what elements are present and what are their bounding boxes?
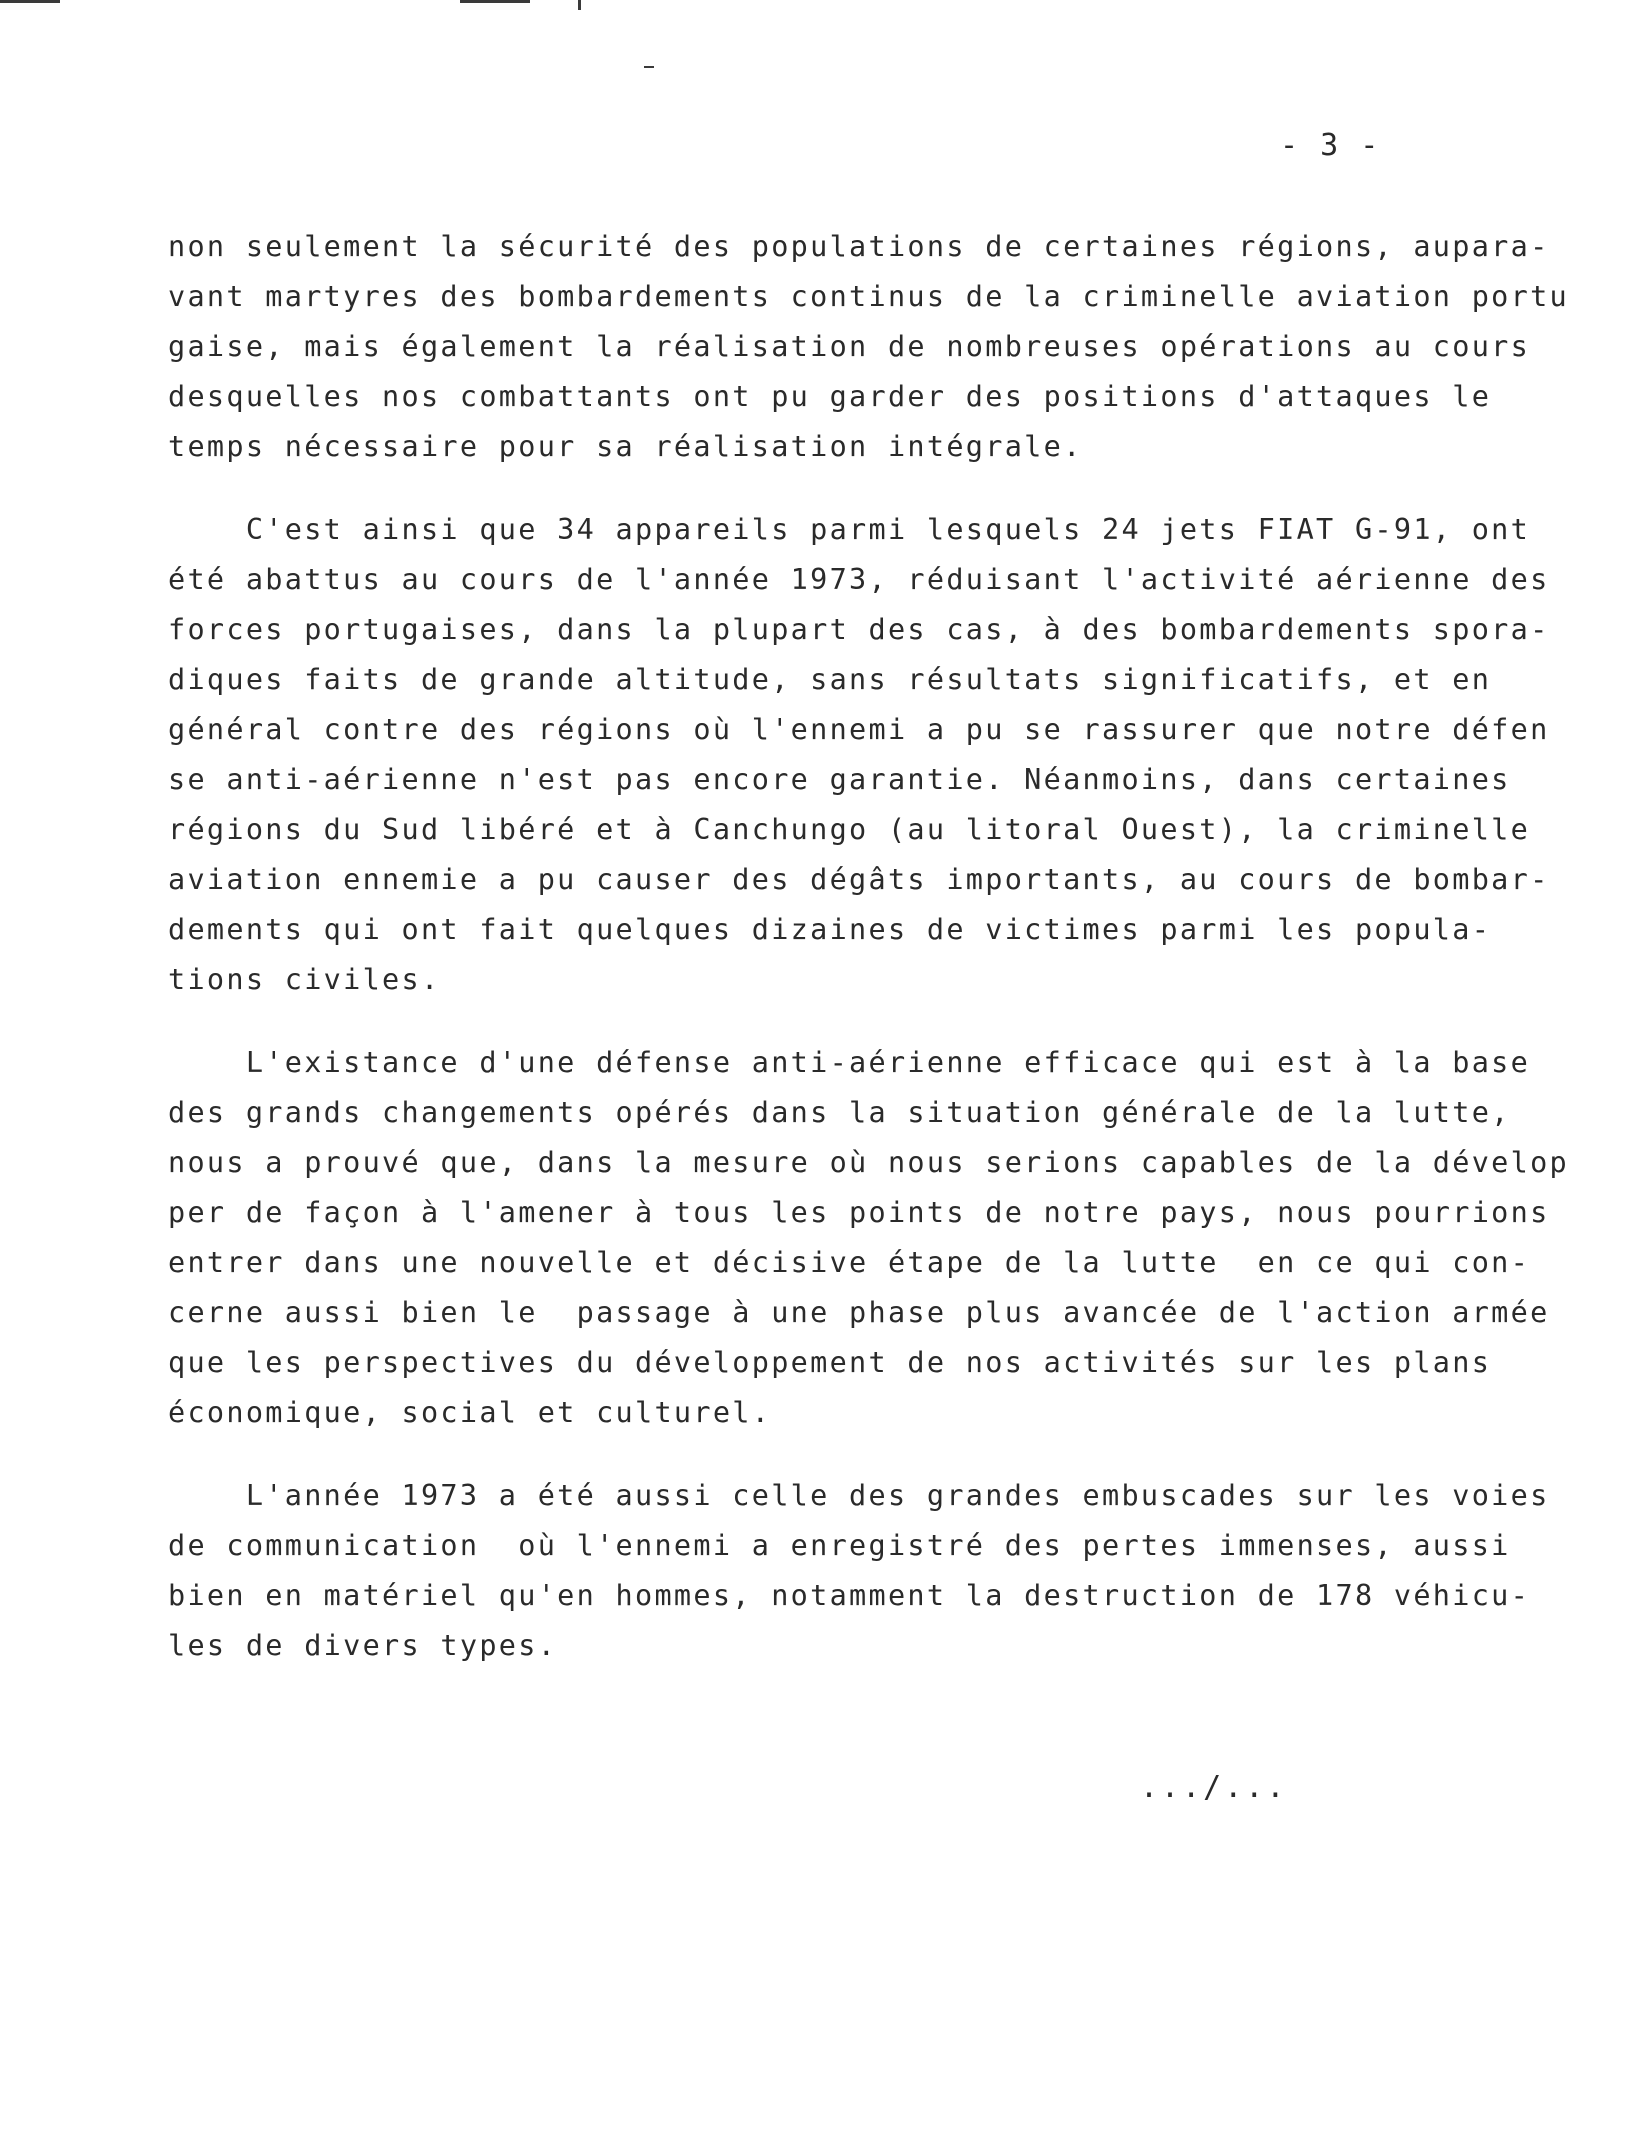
text-line: les de divers types. [168, 1629, 558, 1662]
body-text [168, 222, 1588, 1704]
paragraph [168, 1038, 1588, 1438]
text-line: tions civiles. [168, 963, 441, 996]
text-line: per de façon à l'amener à tous les points de notre pays, nous pourrions [168, 1196, 1550, 1229]
text-line: non seulement la sécurité des populations de certaines régions, aupara- [168, 230, 1550, 263]
text-line: L'existance d'une défense anti-aérienne efficace qui est à la base [168, 1046, 1531, 1079]
text-line: général contre des régions où l'ennemi a pu se rassurer que notre défen [168, 713, 1550, 746]
text-line: été abattus au cours de l'année 1973, réduisant l'activité aérienne des [168, 563, 1550, 596]
text-line: régions du Sud libéré et à Canchungo (au litoral Ouest), la criminelle [168, 813, 1531, 846]
text-line: se anti-aérienne n'est pas encore garantie. Néanmoins, dans certaines [168, 763, 1511, 796]
text-line: aviation ennemie a pu causer des dégâts importants, au cours de bombar- [168, 863, 1550, 896]
paragraph [168, 505, 1588, 1005]
text-line: des grands changements opérés dans la situation générale de la lutte, [168, 1096, 1511, 1129]
text-line: économique, social et culturel. [168, 1396, 772, 1429]
text-line: vant martyres des bombardements continus de la criminelle aviation portu [168, 280, 1570, 313]
text-line: nous a prouvé que, dans la mesure où nous serions capables de la dévelop [168, 1146, 1570, 1179]
text-line: de communication où l'ennemi a enregistré des pertes immenses, aussi [168, 1529, 1511, 1562]
text-line: bien en matériel qu'en hommes, notamment la destruction de 178 véhicu- [168, 1579, 1531, 1612]
paragraph [168, 222, 1588, 472]
text-line: gaise, mais également la réalisation de nombreuses opérations au cours [168, 330, 1531, 363]
text-line: desquelles nos combattants ont pu garder des positions d'attaques le [168, 380, 1492, 413]
text-line: L'année 1973 a été aussi celle des grandes embuscades sur les voies [168, 1479, 1550, 1512]
text-line: temps nécessaire pour sa réalisation intégrale. [168, 430, 1083, 463]
scan-mark [578, 0, 581, 10]
text-line: forces portugaises, dans la plupart des cas, à des bombardements spora- [168, 613, 1550, 646]
text-line: cerne aussi bien le passage à une phase plus avancée de l'action armée [168, 1296, 1550, 1329]
continuation-mark: .../... [1140, 1770, 1288, 1805]
text-line: entrer dans une nouvelle et décisive étape de la lutte en ce qui con- [168, 1246, 1531, 1279]
text-line: diques faits de grande altitude, sans résultats significatifs, et en [168, 663, 1492, 696]
paragraph [168, 1471, 1588, 1671]
scan-mark [0, 0, 60, 3]
page-number: - 3 - [1280, 128, 1381, 163]
text-line: C'est ainsi que 34 appareils parmi lesquels 24 jets FIAT G-91, ont [168, 513, 1531, 546]
text-line: que les perspectives du développement de nos activités sur les plans [168, 1346, 1492, 1379]
scan-mark [644, 66, 654, 68]
scan-mark [460, 0, 530, 3]
text-line: dements qui ont fait quelques dizaines de victimes parmi les popula- [168, 913, 1492, 946]
